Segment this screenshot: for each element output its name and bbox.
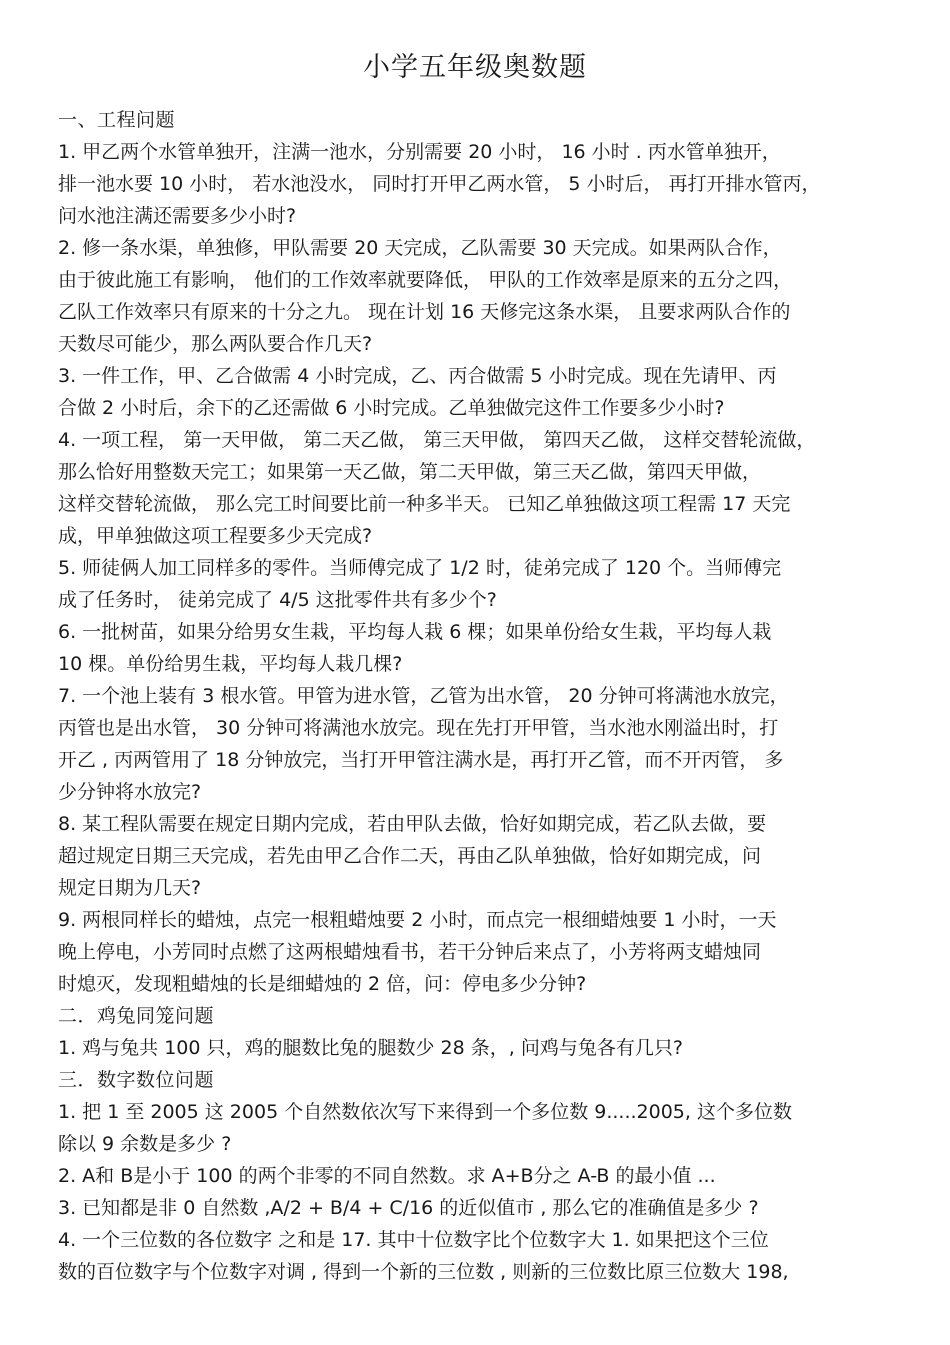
problem-3-line-2: 合做 2 小时后，余下的乙还需做 6 小时完成。乙单独做完这件工作要多少小时? <box>58 397 725 419</box>
problem-7-line-3: 开乙 , 丙两管用了 18 分钟放完，当打开甲管注满水是，再打开乙管，而不开丙管， 多 <box>58 749 784 771</box>
problem-4-line-2: 那么恰好用整数天完工；如果第一天乙做，第二天甲做，第三天乙做，第四天甲做， <box>58 461 762 483</box>
problem-5-line-2: 成了任务时， 徒弟完成了 4/5 这批零件共有多少个? <box>58 589 497 611</box>
digits-problem-1-line-2: 除以 9 余数是多少 ? <box>58 1133 232 1155</box>
digits-problem-3: 3. 已知都是非 0 自然数 ,A/2 + B/4 + C/16 的近似值市 , 那么它的准确值是多少 ? <box>58 1197 759 1219</box>
problem-4-line-4: 成，甲单独做这项工程要多少天完成? <box>58 525 373 547</box>
problem-5-line-1: 5. 师徒俩人加工同样多的零件。当师傅完成了 1/2 时，徒弟完成了 120 个。当师傅完 <box>58 557 782 579</box>
section-heading-digits: 三．数字数位问题 <box>58 1069 215 1091</box>
chicken-rabbit-problem-1: 1. 鸡与兔共 100 只，鸡的腿数比兔的腿数少 28 条，, 问鸡与兔各有几只? <box>58 1037 683 1059</box>
problem-2-line-2: 由于彼此施工有影响， 他们的工作效率就要降低， 甲队的工作效率是原来的五分之四， <box>58 269 793 291</box>
problem-8-line-1: 8. 某工程队需要在规定日期内完成，若由甲队去做，恰好如期完成，若乙队去做，要 <box>58 813 767 835</box>
problem-7-line-2: 丙管也是出水管， 30 分钟可将满池水放完。现在先打开甲管，当水池水刚溢出时，打 <box>58 717 779 739</box>
problem-7-line-1: 7. 一个池上装有 3 根水管。甲管为进水管，乙管为出水管， 20 分钟可将满池水放完， <box>58 685 789 707</box>
problem-1-line-1: 1. 甲乙两个水管单独开，注满一池水，分别需要 20 小时， 16 小时 . 丙水管单独开， <box>58 141 781 163</box>
document-body <box>58 104 898 1288</box>
problem-9-line-2: 晚上停电，小芳同时点燃了这两根蜡烛看书，若干分钟后来点了，小芳将两支蜡烛同 <box>58 941 762 963</box>
problem-4-line-1: 4. 一项工程， 第一天甲做， 第二天乙做， 第三天甲做， 第四天乙做， 这样交替轮流做， <box>58 429 816 451</box>
digits-problem-1-line-1: 1. 把 1 至 2005 这 2005 个自然数依次写下来得到一个多位数 9.....2005, 这个多位数 <box>58 1101 792 1123</box>
document-title: 小学五年级奥数题 <box>363 52 587 83</box>
problem-4-line-3: 这样交替轮流做， 那么完工时间要比前一种多半天。 已知乙单独做这项工程需 17 天完 <box>58 493 791 515</box>
problem-9-line-3: 时熄灭，发现粗蜡烛的长是细蜡烛的 2 倍，问：停电多少分钟? <box>58 973 587 995</box>
digits-problem-2: 2. A和 B是小于 100 的两个非零的不同自然数。求 A+B分之 A-B 的最小值 ... <box>58 1165 716 1187</box>
problem-6-line-2: 10 棵。单份给男生栽，平均每人栽几棵? <box>58 653 403 675</box>
problem-2-line-1: 2. 修一条水渠，单独修，甲队需要 20 天完成，乙队需要 30 天完成。如果两队合作， <box>58 237 782 259</box>
problem-1-line-2: 排一池水要 10 小时， 若水池没水， 同时打开甲乙两水管， 5 小时后， 再打开排水管丙， <box>58 173 821 195</box>
problem-8-line-3: 规定日期为几天? <box>58 877 202 899</box>
section-heading-chicken-rabbit: 二．鸡兔同笼问题 <box>58 1005 215 1027</box>
problem-9-line-1: 9. 两根同样长的蜡烛，点完一根粗蜡烛要 2 小时，而点完一根细蜡烛要 1 小时，一天 <box>58 909 777 931</box>
problem-3-line-1: 3. 一件工作，甲、乙合做需 4 小时完成，乙、丙合做需 5 小时完成。现在先请甲、丙 <box>58 365 777 387</box>
problem-7-line-4: 少分钟将水放完? <box>58 781 202 803</box>
digits-problem-4-line-2: 数的百位数字与个位数字对调 , 得到一个新的三位数 , 则新的三位数比原三位数大 198, <box>58 1261 789 1283</box>
problem-1-line-3: 问水池注满还需要多少小时? <box>58 205 297 227</box>
problem-6-line-1: 6. 一批树苗，如果分给男女生栽，平均每人栽 6 棵；如果单份给女生栽，平均每人栽 <box>58 621 772 643</box>
digits-problem-4-line-1: 4. 一个三位数的各位数字 之和是 17. 其中十位数字比个位数字大 1. 如果把这个三位 <box>58 1229 769 1251</box>
section-heading-engineering: 一、工程问题 <box>58 109 176 131</box>
problem-2-line-4: 天数尽可能少，那么两队要合作几天? <box>58 333 373 355</box>
problem-2-line-3: 乙队工作效率只有原来的十分之九。 现在计划 16 天修完这条水渠， 且要求两队合作的 <box>58 301 791 323</box>
problem-8-line-2: 超过规定日期三天完成，若先由甲乙合作二天，再由乙队单独做，恰好如期完成，问 <box>58 845 762 867</box>
